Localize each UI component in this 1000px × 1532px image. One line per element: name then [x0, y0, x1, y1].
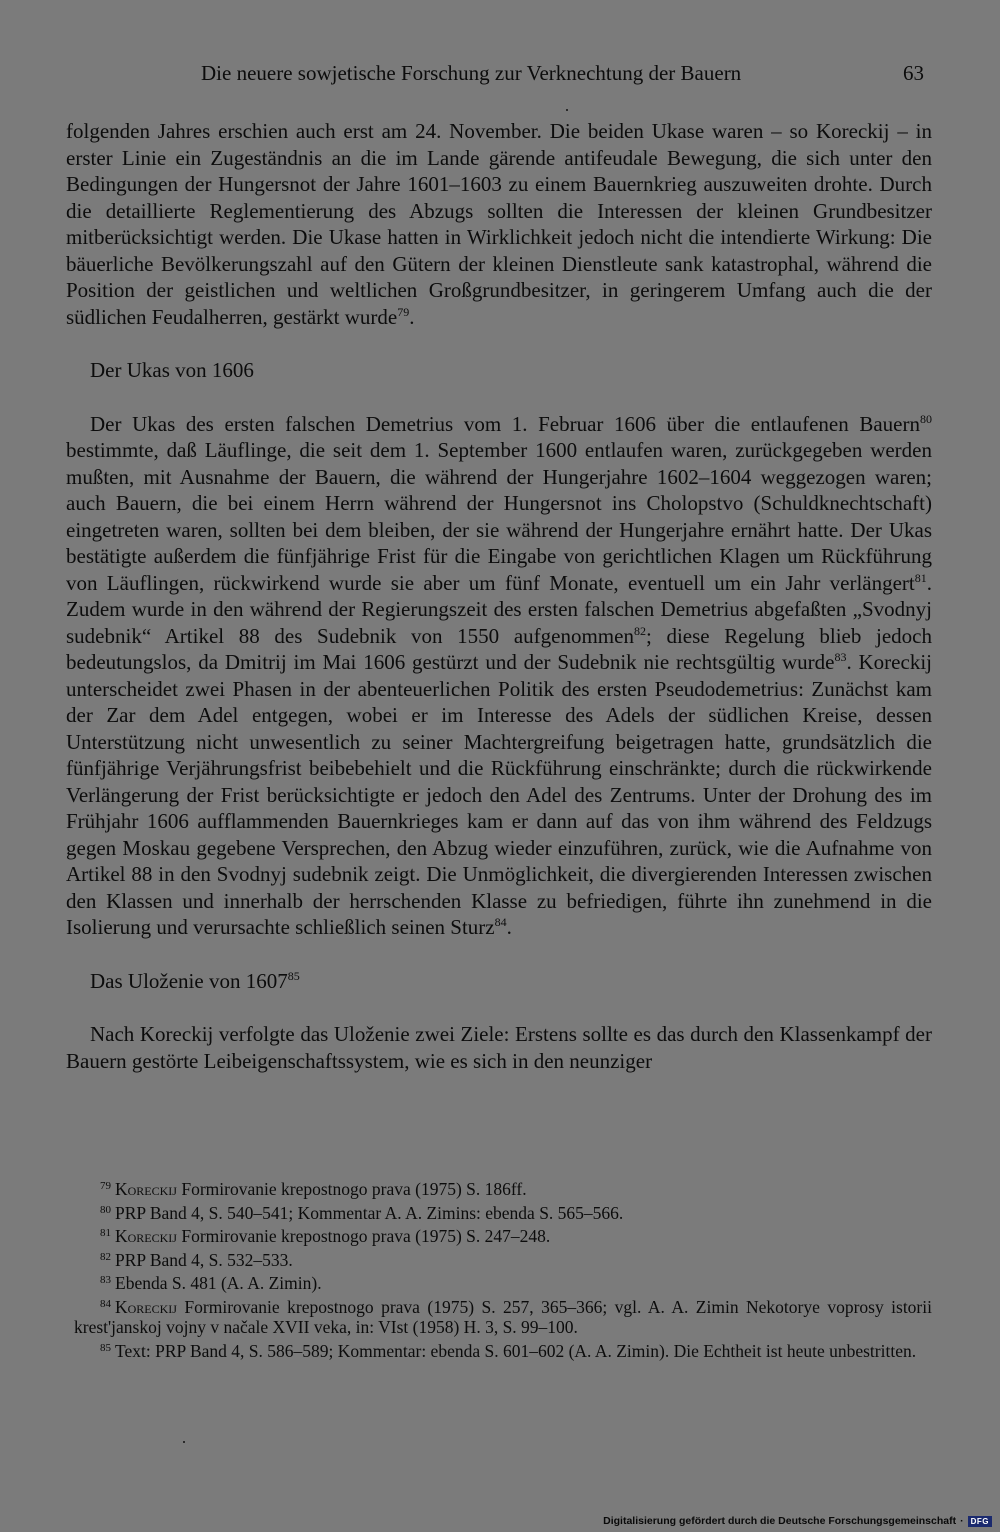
paragraph-1-end: .	[409, 304, 415, 329]
body-text	[66, 118, 932, 1074]
footnote-number: 81	[100, 1227, 111, 1239]
footnote-number: 79	[100, 1180, 111, 1192]
dfg-logo-icon: DFG	[968, 1516, 992, 1527]
paragraph-2-text-e: . Koreckij unterscheidet zwei Phasen in der abenteuerlichen Politik des ersten Pseudodemetrius: Zunächst kam der Zar dem Adel entgegen, wobei er im Interesse des Adels der südlichen Kreise, dessen Unterstützung nicht unwesentlich zu seiner Machtergreifung beigetragen hatte, grundsätzlich die fünfjährige Verjährungsfrist beibebehielt und die Rückführung einschränkte; durch die rückwirkende Verlängerung der Frist berücksichtigte er jedoch den Adel des Zentrums. Unter der Drohung des im Frühjahr 1606 aufflammenden Bauernkrieges kam er dann auf das von ihm während des Feldzugs gegen Moskau gegebene Versprechen, den Abzug wieder einzuführen, zurück, wie die Aufnahme von Artikel 88 in den Svodnyj sudebnik zeigt. Die Unmöglichkeit, die divergierenden Interessen zwischen den Klassen und innerhalb der herrschenden Klasse zu befriedigen, führte ihn zunehmend in die Isolierung und verursachte schließlich seinen Sturz	[66, 650, 932, 939]
section-gap	[66, 330, 932, 357]
footnote-ref-84: 84	[494, 915, 507, 929]
page-number: 63	[903, 61, 924, 85]
running-title: Die neuere sowjetische Forschung zur Verknechtung der Bauern	[201, 61, 742, 85]
footnote-83	[74, 1270, 932, 1294]
footnote-ref-81: 81	[914, 570, 927, 585]
paragraph-2-text-a: Der Ukas des ersten falschen Demetrius vom 1. Februar 1606 über die entlaufenen Bauern	[90, 411, 920, 436]
footnote-author: Koreckij	[115, 1296, 177, 1317]
paragraph-2-text-d: ; diese Regelung blieb jedoch bedeutungslos, da Dmitrij im Mai 1606 gestürzt und der Sudebnik nie rechtsgültig wurde	[66, 623, 932, 674]
paragraph-3: Nach Koreckij verfolgte das Uloženie zwei Ziele: Erstens sollte es das durch den Klassenkampf der Bauern gestörte Leibeigenschaftssystem, wie es sich in den neunziger	[66, 1022, 932, 1073]
footnote-79	[74, 1176, 932, 1200]
footnote-text: Formirovanie krepostnogo prava (1975) S. 257, 365–366; vgl. A. A. Zimin Nekotorye voprosy istorii krest'janskoj vojny v načale XVII veka, in: VIst (1958) H. 3, S. 99–100.	[74, 1296, 932, 1337]
footnote-author: Koreckij	[115, 1226, 177, 1246]
footnote-84	[74, 1294, 932, 1338]
scan-speck	[566, 109, 568, 111]
footnote-ref-82: 82	[633, 623, 646, 638]
footnote-text: Formirovanie krepostnogo prava (1975) S. 247–248.	[176, 1226, 551, 1246]
footnote-ref-80: 80	[920, 411, 932, 426]
footnote-ref-85: 85	[287, 968, 300, 983]
footnote-text: Text: PRP Band 4, S. 586–589; Kommentar: ebenda S. 601–602 (A. A. Zimin). Die Echtheit ist heute unbestritten.	[115, 1340, 917, 1361]
footnote-85	[74, 1338, 932, 1362]
footnote-82	[74, 1247, 932, 1271]
section-gap	[66, 994, 932, 1021]
section-gap	[66, 384, 932, 411]
footnote-ref-83: 83	[834, 650, 847, 664]
paragraph-2-text-c: . Zudem wurde in den während der Regierungszeit des ersten falschen Demetrius abgefaßten „Svodnyj sudebnik“ Artikel 88 des Sudebnik von 1550 aufgenommen	[66, 570, 932, 648]
section-gap	[66, 941, 932, 968]
footnote-number: 82	[100, 1250, 111, 1263]
footnotes	[74, 1176, 932, 1361]
footnote-text: Ebenda S. 481 (A. A. Zimin).	[115, 1273, 322, 1293]
footnote-text: Formirovanie krepostnogo prava (1975) S. 186ff.	[176, 1179, 527, 1199]
section-heading-text: Das Uloženie von 1607	[90, 968, 288, 993]
footnote-number: 84	[100, 1297, 111, 1310]
credit-separator: ·	[960, 1515, 964, 1527]
paragraph-1-text: folgenden Jahres erschien auch erst am 24. November. Die beiden Ukase waren – so Koreckij – in erster Linie ein Zugeständnis an die im Lande gärende antifeudale Bewegung, die sich unter den Bedingungen der Hungersnot der Jahre 1601–1603 zu einem Bauernkrieg auszuweiten drohte. Durch die detaillierte Reglementierung des Abzugs sollten die Interessen der kleinen Grundbesitzer mitberücksichtigt werden. Die Ukase hatten in Wirklichkeit jedoch nicht die intendierte Wirkung: Die bäuerliche Bevölkerungszahl auf den Gütern der kleinen Dienstleute sank katastrophal, während die Position der geistlichen und weltlichen Großgrundbesitzer, in geringerem Umfang auch die der südlichen Feudalherren, gestärkt wurde	[66, 119, 932, 329]
digitization-credit	[603, 1514, 992, 1528]
footnote-number: 83	[100, 1274, 111, 1286]
footnote-number: 85	[100, 1341, 111, 1354]
scan-speck	[183, 1441, 185, 1443]
footnote-author: Koreckij	[115, 1179, 177, 1199]
footnote-80	[74, 1200, 932, 1224]
paragraph-1	[66, 118, 932, 330]
running-header	[66, 58, 932, 88]
footnote-text: PRP Band 4, S. 532–533.	[115, 1249, 293, 1270]
footnote-text: PRP Band 4, S. 540–541; Kommentar A. A. Zimins: ebenda S. 565–566.	[115, 1202, 624, 1223]
digitization-credit-text: Digitalisierung gefördert durch die Deutsche Forschungsgemeinschaft	[603, 1515, 957, 1527]
section-heading-ukas-1606: Der Ukas von 1606	[90, 358, 254, 382]
footnote-81	[74, 1223, 932, 1247]
paragraph-2-end: .	[506, 915, 512, 939]
paragraph-2-text-b: bestimmte, daß Läuflinge, die seit dem 1. September 1600 entlaufen waren, zurückgegeben werden mußten, mit Ausnahme der Bauern, die während der Hungerjahre 1602–1604 weggezogen waren; auch Bauern, die bei einem Herrn während der Hungersnot ins Cholopstvo (Schuldknechtschaft) eingetreten waren, sollten bei dem bleiben, der sie während der Hungerjahre ernährt hatte. Der Ukas bestätigte außerdem die fünfjährige Frist für die Eingabe von gerichtlichen Klagen um Rückführung von Läuflingen, rückwirkend wurde sie aber um fünf Monate, eventuell um ein Jahr verlängert	[66, 438, 932, 595]
footnote-ref-79: 79	[397, 304, 410, 319]
section-heading-ulozenie-1607	[66, 968, 932, 995]
paragraph-2	[66, 411, 932, 941]
footnote-number: 80	[100, 1203, 111, 1216]
